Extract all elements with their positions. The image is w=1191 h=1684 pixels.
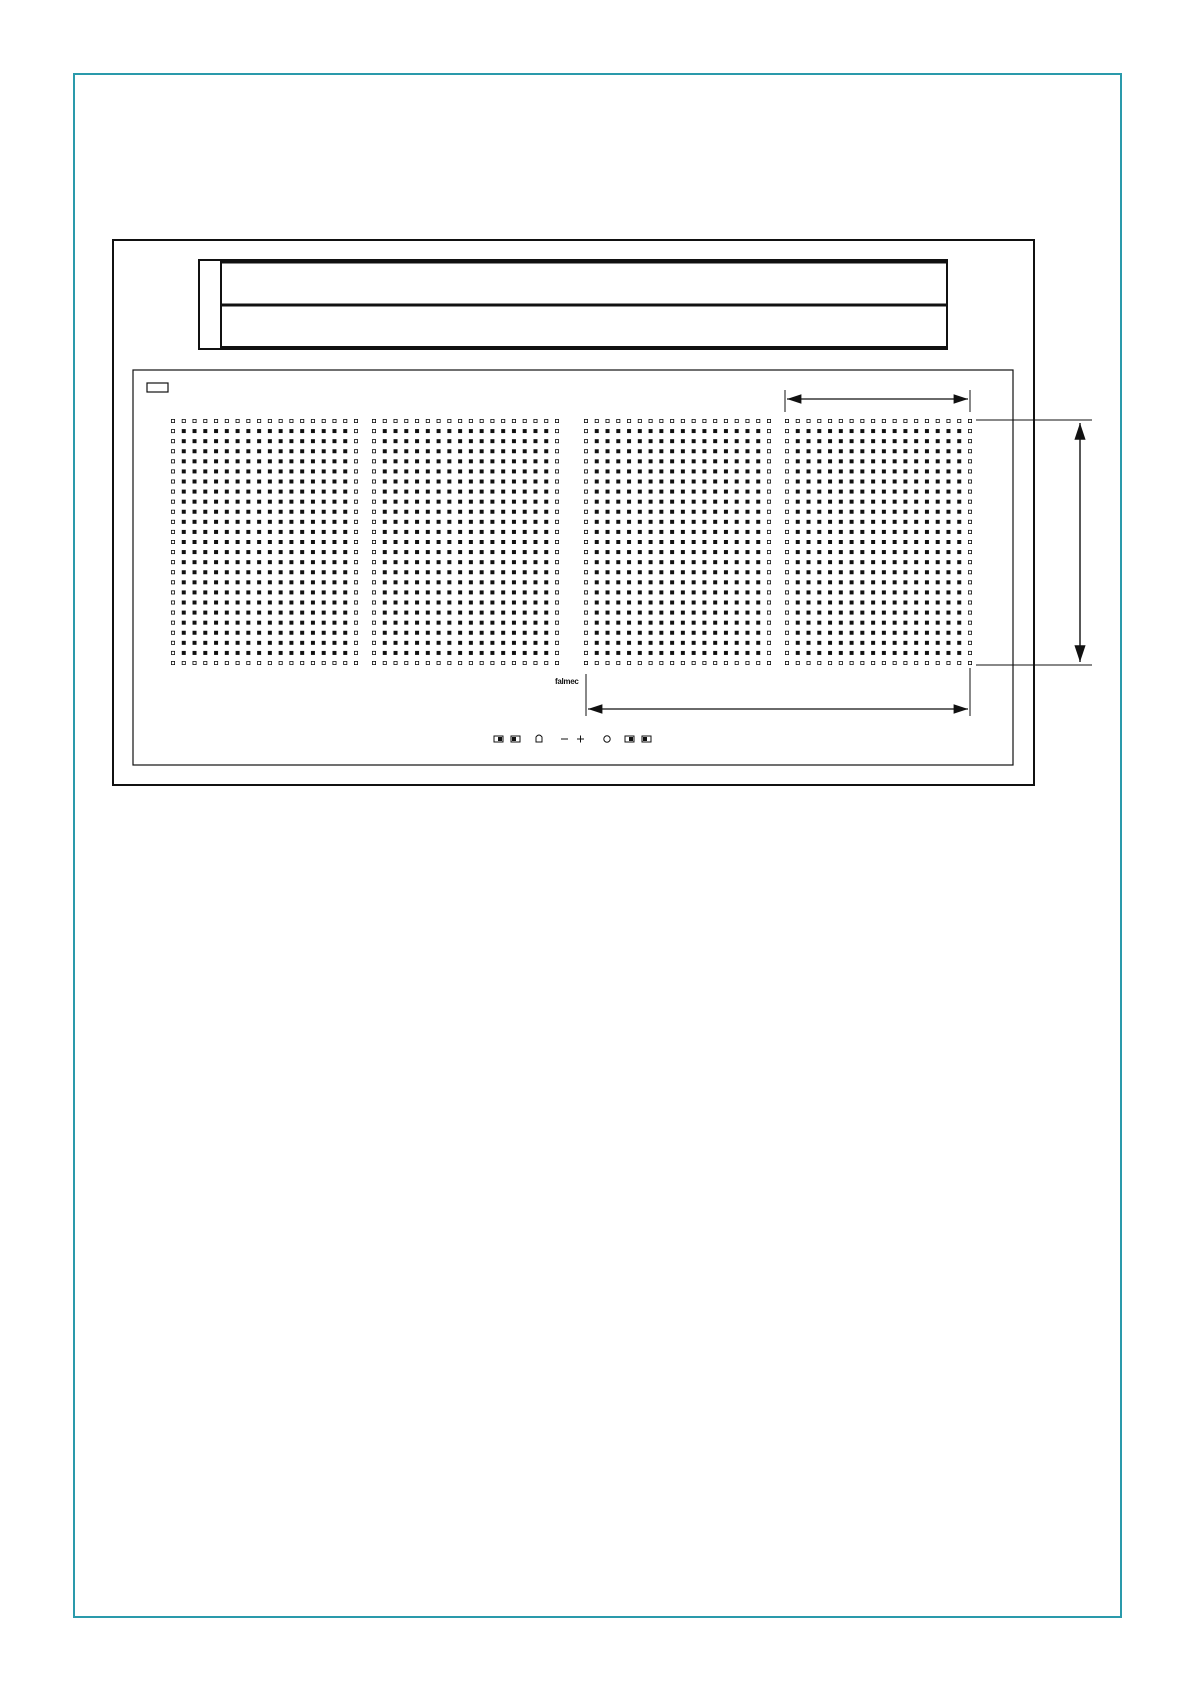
brand-logo: falmec: [555, 677, 579, 686]
cooking-zone-1: [171, 419, 357, 664]
dimension-zone-width: [785, 390, 970, 412]
cooking-zone-2: [372, 419, 558, 664]
cooking-zone-4: [785, 419, 971, 664]
cooking-zones: [171, 419, 971, 664]
cooking-zone-3: [584, 419, 770, 664]
glass-cooktop: [133, 370, 1013, 765]
extraction-vent: [199, 260, 947, 349]
dimension-dual-zone-width: [586, 668, 970, 716]
control-panel: [494, 735, 651, 743]
indicator-window: [147, 383, 168, 392]
lock-icon: [536, 735, 542, 742]
timer-icon: [604, 736, 610, 742]
